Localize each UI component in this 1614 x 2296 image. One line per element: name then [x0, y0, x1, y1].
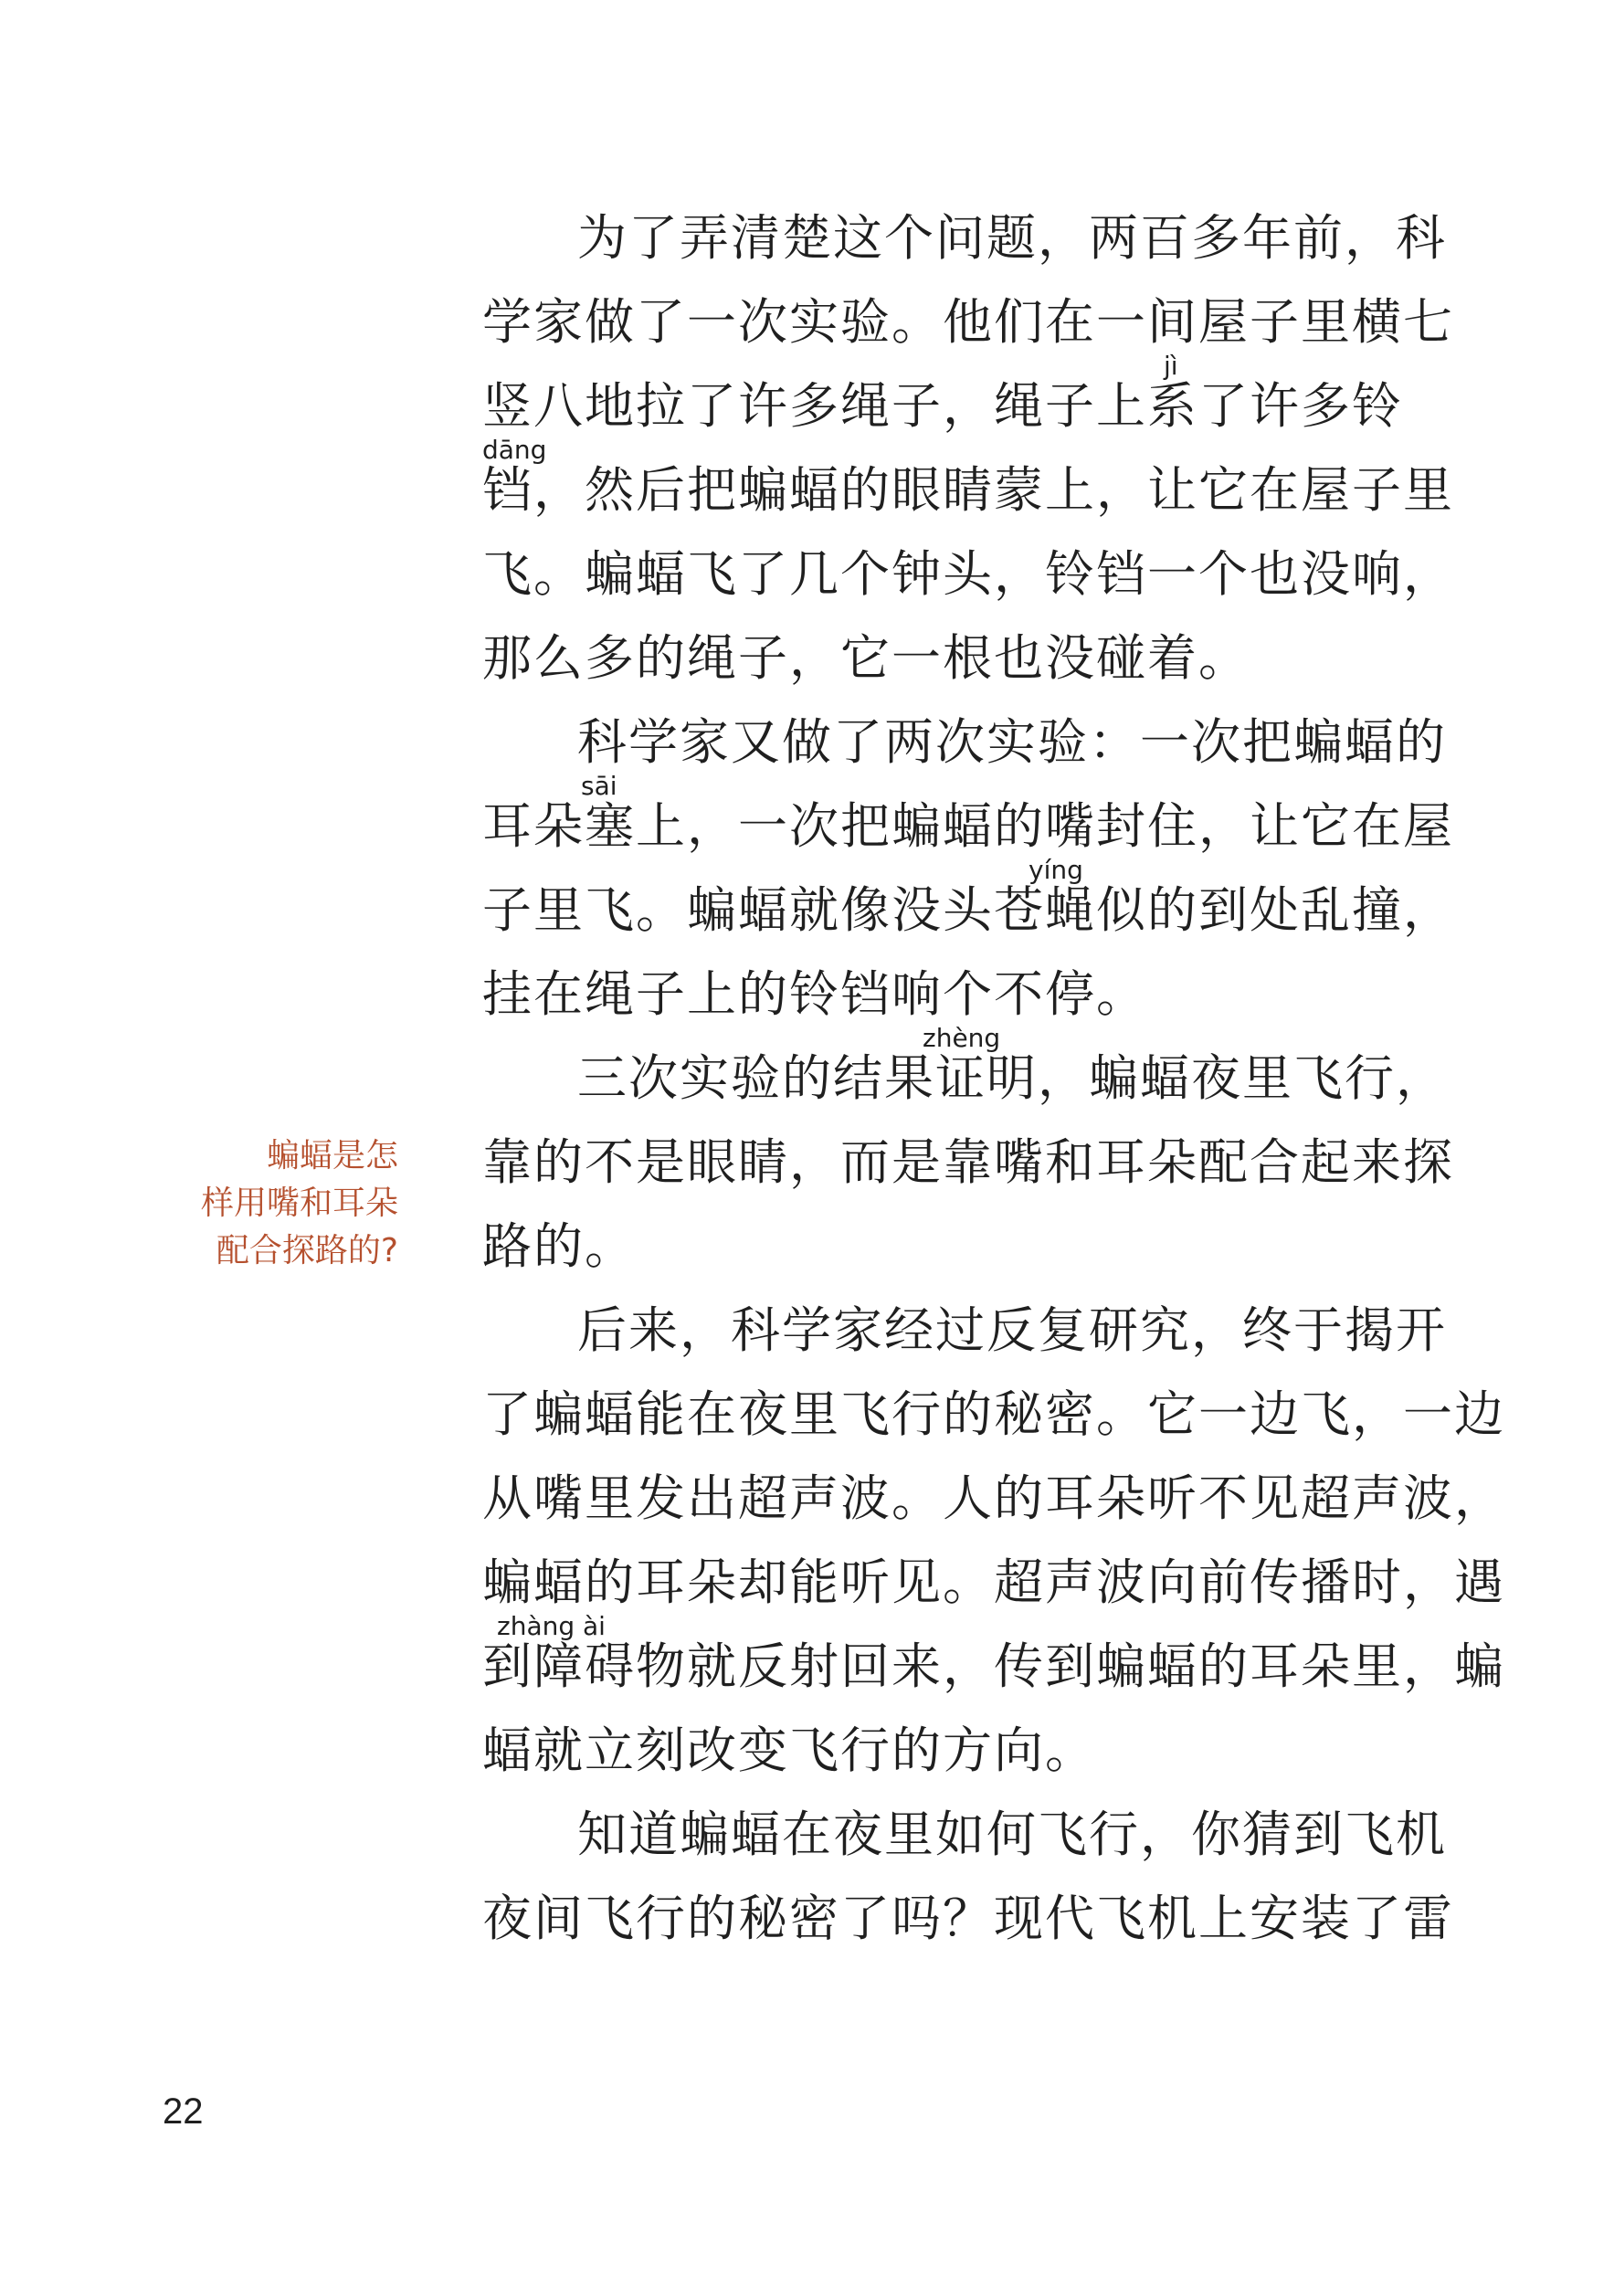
pinyin-annotation: yíng — [1029, 855, 1083, 885]
text-line — [482, 532, 1454, 616]
paragraph-1 — [482, 196, 1454, 700]
line-text: 到障碍物就反射回来，传到蝙蝠的耳朵里，蝙 — [482, 1638, 1505, 1695]
paragraph-3 — [482, 1023, 1454, 1289]
line-text: 蝙蝠的耳朵却能听见。超声波向前传播时，遇 — [482, 1553, 1505, 1611]
line-text: 子里飞。蝙蝠就像没头苍蝇似的到处乱撞， — [482, 881, 1454, 939]
text-line — [482, 196, 1447, 280]
paragraph-4 — [482, 1289, 1505, 1793]
line-text: 知道蝙蝠在夜里如何飞行，你猜到飞机 — [577, 1806, 1447, 1863]
text-line — [482, 280, 1454, 364]
line-text: 铛，然后把蝙蝠的眼睛蒙上，让它在屋子里 — [482, 461, 1454, 519]
paragraph-2 — [482, 700, 1454, 1037]
pinyin-annotation: dāng — [482, 435, 547, 465]
text-line — [482, 351, 1432, 448]
line-text: 为了弄清楚这个问题，两百多年前，科 — [577, 209, 1447, 267]
line-text: 路的。 — [482, 1217, 636, 1275]
text-line — [482, 1121, 1454, 1205]
line-text: 那么多的绳子，它一根也没碰着。 — [482, 629, 1250, 687]
margin-question-note — [161, 1132, 398, 1275]
text-line — [482, 1877, 1454, 1961]
line-text: 后来，科学家经过反复研究，终于揭开 — [577, 1301, 1447, 1359]
line-text: 耳朵塞上，一次把蝙蝠的嘴封住，让它在屋 — [482, 797, 1454, 855]
line-text: 飞。蝙蝠飞了几个钟头，铃铛一个也没响， — [482, 545, 1454, 603]
line-text: 科学家又做了两次实验：一次把蝙蝠的 — [577, 713, 1447, 771]
line-text: 了蝙蝠能在夜里飞行的秘密。它一边飞，一边 — [482, 1385, 1505, 1443]
main-text — [482, 196, 1505, 1961]
text-line — [482, 700, 1447, 785]
pinyin-annotation: jì — [1164, 351, 1178, 381]
text-line — [482, 435, 1454, 532]
line-text: 竖八地拉了许多绳子，绳子上系了许多铃 — [482, 377, 1403, 435]
text-line — [482, 1793, 1447, 1877]
line-text: 挂在绳子上的铃铛响个不停。 — [482, 965, 1147, 1023]
line-text: 学家做了一次实验。他们在一间屋子里横七 — [482, 293, 1454, 351]
pinyin-annotation: zhèng — [923, 1023, 1001, 1053]
line-text: 蝠就立刻改变飞行的方向。 — [482, 1722, 1096, 1779]
margin-note-line: 样用嘴和耳朵 — [200, 1185, 398, 1222]
text-line — [482, 1205, 1432, 1289]
text-line — [482, 616, 1432, 700]
text-line — [482, 1709, 1432, 1793]
text-line — [482, 1289, 1447, 1373]
text-line — [482, 1373, 1505, 1457]
text-line — [482, 1611, 1505, 1709]
line-text: 靠的不是眼睛，而是靠嘴和耳朵配合起来探 — [482, 1133, 1454, 1191]
text-line — [482, 1023, 1447, 1121]
text-line — [482, 1457, 1505, 1541]
text-line — [482, 1541, 1505, 1625]
margin-note-line: 配合探路的? — [216, 1232, 398, 1269]
page-number: 22 — [163, 2091, 204, 2132]
pinyin-annotation: sāi — [581, 771, 617, 801]
pinyin-annotation: zhàng ài — [497, 1611, 606, 1641]
line-text: 从嘴里发出超声波。人的耳朵听不见超声波， — [482, 1469, 1505, 1527]
line-text: 三次实验的结果证明，蝙蝠夜里飞行， — [577, 1049, 1447, 1107]
margin-note-line: 蝙蝠是怎 — [266, 1137, 398, 1174]
text-line — [482, 771, 1454, 869]
text-line — [482, 855, 1454, 953]
paragraph-5 — [482, 1793, 1454, 1961]
line-text: 夜间飞行的秘密了吗？现代飞机上安装了雷 — [482, 1890, 1454, 1947]
